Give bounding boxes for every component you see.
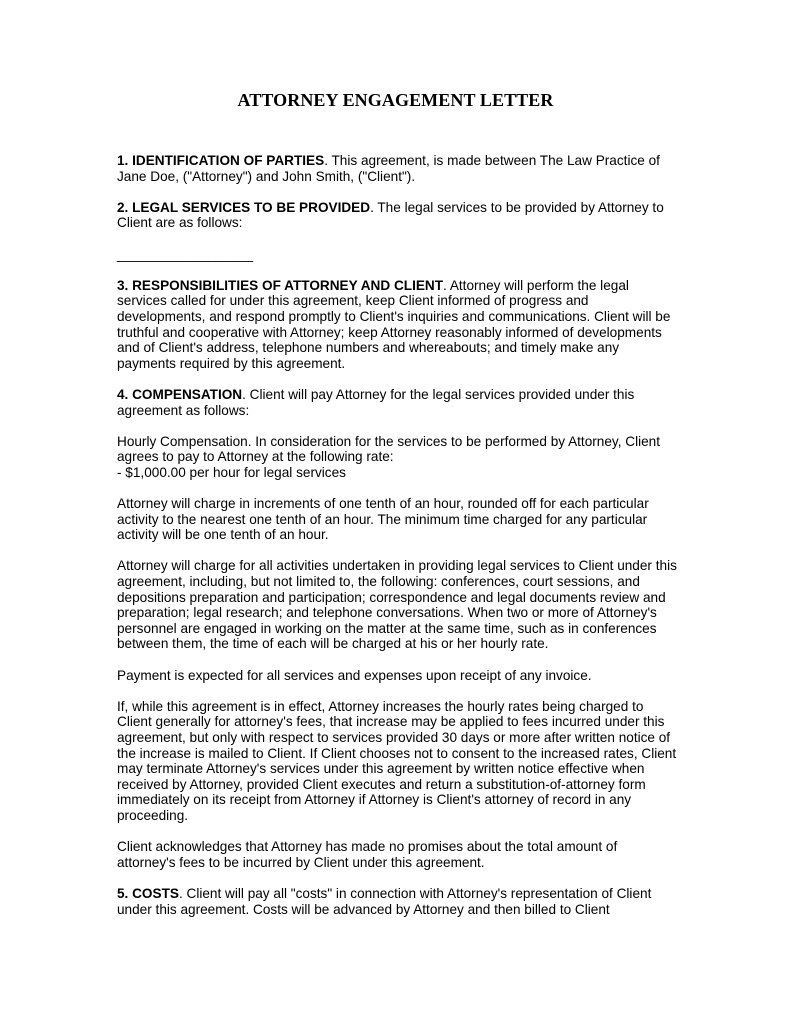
rate-increase-paragraph: If, while this agreement is in effect, Attorney increases the hourly rates being charged to Client generally for attorney's fees, that increase may be applied to fees incurred under this agreement, but only with respect to services provided 30 days or more after written notice of the increase is mailed to Client. If Client chooses not to consent to the increased rates, Client may terminate Attorney's services under this agreement by written notice effective when received by Attorney, provided Client executes and return a substitution-of-attorney form immediately on its receipt from Attorney if Attorney is Client's attorney of record in any proceeding.: [117, 698, 677, 823]
document-title: ATTORNEY ENGAGEMENT LETTER: [237, 90, 554, 110]
section-heading: 1. IDENTIFICATION OF PARTIES: [117, 153, 325, 168]
section-identification-of-parties: [117, 153, 677, 184]
section-text: . Client will pay all "costs" in connection with Attorney's representation of Client under this agreement. Costs will be advanced by Attorney and then billed to Client: [117, 885, 652, 917]
hourly-compensation-intro: Hourly Compensation. In consideration for the services to be performed by Attorney, Client agrees to pay to Attorney at the following rate:: [117, 433, 661, 465]
acknowledgement-paragraph: Client acknowledges that Attorney has made no promises about the total amount of attorney's fees to be incurred by Client under this agreement.: [117, 839, 618, 870]
section-text: . Attorney will perform the legal services called for under this agreement, keep Client informed of progress and developments, and respond promptly to Client's inquiries and communications. Client will be truthful and cooperative with Attorney; keep Attorney reasonably informed of developments and of Client's address, telephone numbers and whereabouts; and timely make any payments required by this agreement.: [117, 277, 671, 371]
hourly-compensation-paragraph: [117, 434, 677, 481]
section-compensation: [117, 387, 677, 418]
section-text: . The legal services to be provided by Attorney to Client are as follows:: [117, 199, 664, 231]
section-text: . This agreement, is made between The Law Practice of Jane Doe, ("Attorney") and John Smith, ("Client").: [117, 153, 660, 184]
payment-paragraph: Payment is expected for all services and expenses upon receipt of any invoice.: [117, 667, 592, 683]
section-heading: 3. RESPONSIBILITIES OF ATTORNEY AND CLIENT: [117, 277, 444, 293]
section-responsibilities: [117, 278, 677, 372]
section-costs: [117, 886, 677, 917]
section-heading: 4. COMPENSATION: [117, 386, 243, 402]
document-body: [117, 153, 677, 933]
section-heading: 5. COSTS: [117, 885, 179, 901]
activities-paragraph: Attorney will charge for all activities undertaken in providing legal services to Client under this agreement, including, but not limited to, the following: conferences, court sessions, and depositions preparation and participation; correspondence and legal documents review and preparation; legal research; and telephone conversations. When two or more of Attorney's personnel are engaged in working on the matter at the same time, such as in conferences between them, the time of each will be charged at his or her hourly rate.: [117, 558, 677, 652]
hourly-rate: - $1,000.00 per hour for legal services: [117, 464, 346, 480]
section-legal-services: [117, 200, 677, 231]
section-heading: 2. LEGAL SERVICES TO BE PROVIDED: [117, 199, 371, 215]
legal-services-blank-line: __________________: [117, 246, 254, 262]
increments-paragraph: Attorney will charge in increments of one tenth of an hour, rounded off for each particular activity to the nearest one tenth of an hour. The minimum time charged for any particular activity will be one tenth of an hour.: [117, 496, 649, 543]
section-text: . Client will pay Attorney for the legal services provided under this agreement as follows:: [117, 386, 635, 418]
